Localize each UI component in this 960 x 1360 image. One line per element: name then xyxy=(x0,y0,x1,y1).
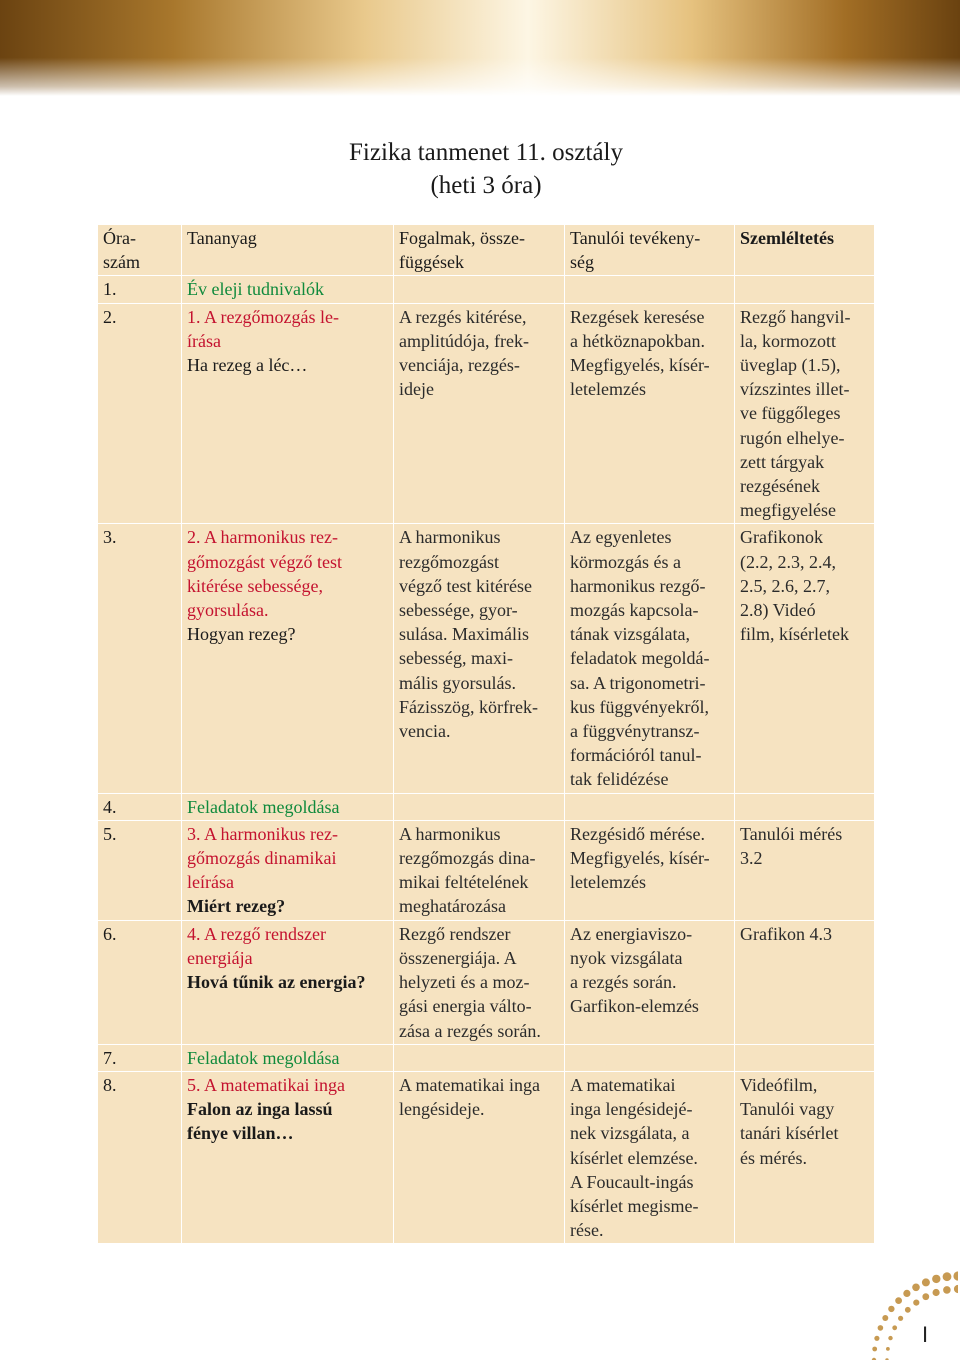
decorative-dot xyxy=(903,1290,910,1297)
demonstration-cell xyxy=(735,793,875,820)
cell-text-line: vízszintes illet- xyxy=(740,379,850,400)
cell-text-line: inga lengésidejé- xyxy=(570,1099,693,1120)
cell-text-line: körmozgás és a xyxy=(570,551,681,572)
decorative-dot xyxy=(953,1271,958,1280)
cell-text-line: tanári kísérlet xyxy=(740,1123,839,1144)
concepts-cell xyxy=(394,1044,565,1071)
decorative-dot xyxy=(922,1278,930,1286)
cell-text-line: Feladatok megoldása xyxy=(187,1047,340,1068)
lesson-number-cell xyxy=(98,1044,182,1071)
cell-text-line: Rezgések keresése xyxy=(570,306,705,327)
cell-text-line: mikai feltételének xyxy=(399,872,529,893)
cell-text-line: Feladatok megoldása xyxy=(187,796,340,817)
cell-text-line: Hová tűnik az energia? xyxy=(187,972,366,993)
demonstration-cell xyxy=(735,920,875,1044)
table-row xyxy=(98,820,875,920)
topic-cell xyxy=(182,920,394,1044)
lesson-number: 2. xyxy=(103,306,117,327)
cell-text-line: kísérlet megisme- xyxy=(570,1195,699,1216)
decorative-dot xyxy=(943,1272,952,1281)
cell-text-line: 5. A matematikai inga xyxy=(187,1074,345,1095)
cell-text-line: sebesség, maxi- xyxy=(399,648,513,669)
cell-text-line: a függvénytransz- xyxy=(570,721,700,742)
cell-text-line: 2. A harmonikus rez- xyxy=(187,527,338,548)
lesson-number: 4. xyxy=(103,796,117,817)
cell-text-line: harmonikus rezgő- xyxy=(570,575,706,596)
topic-cell xyxy=(182,1044,394,1071)
decorative-dot xyxy=(895,1297,902,1304)
cell-text-line: 3. A harmonikus rez- xyxy=(187,823,338,844)
table-row xyxy=(98,1071,875,1243)
demonstration-cell xyxy=(735,820,875,920)
demonstration-cell xyxy=(735,1044,875,1071)
lesson-number-cell xyxy=(98,1071,182,1243)
activity-cell xyxy=(565,303,735,524)
header-concepts: Fogalmak, össze- függések xyxy=(394,225,565,276)
cell-text-line: Fázisszög, körfrek- xyxy=(399,696,538,717)
table-row xyxy=(98,1044,875,1071)
cell-text-line: film, kísérletek xyxy=(740,624,849,645)
decorative-dot xyxy=(892,1325,897,1330)
cell-text-line: 1. A rezgőmozgás le- xyxy=(187,306,339,327)
decorative-dot xyxy=(954,1285,958,1293)
cell-text-line: A harmonikus xyxy=(399,527,501,548)
cell-text-line: kísérlet elemzése. xyxy=(570,1147,698,1168)
cell-text-line: és mérés. xyxy=(740,1147,807,1168)
title-line-1: Fizika tanmenet 11. osztály xyxy=(349,139,623,166)
demonstration-cell xyxy=(735,303,875,524)
cell-text-line: Miért rezeg? xyxy=(187,896,286,917)
activity-cell xyxy=(565,820,735,920)
cell-text-line: A rezgés kitérése, xyxy=(399,306,527,327)
cell-text-line: 2.5, 2.6, 2.7, xyxy=(740,575,830,596)
decorative-dot xyxy=(933,1289,940,1296)
cell-text-line: letelemzés xyxy=(570,379,646,400)
table-header-row xyxy=(98,225,875,276)
concepts-cell xyxy=(394,820,565,920)
cell-text-line: A matematikai xyxy=(570,1074,676,1095)
topic-cell xyxy=(182,303,394,524)
cell-text-line: helyzeti és a moz- xyxy=(399,972,530,993)
cell-text-line: A matematikai inga xyxy=(399,1074,540,1095)
cell-text-line: formációról tanul- xyxy=(570,745,702,766)
cell-text-line: Tanulói vagy xyxy=(740,1099,835,1120)
table-row xyxy=(98,793,875,820)
activity-cell xyxy=(565,524,735,793)
topic-cell xyxy=(182,524,394,793)
cell-text-line: Megfigyelés, kísér- xyxy=(570,848,710,869)
cell-text-line: összenergiája. A xyxy=(399,947,517,968)
cell-text-line: amplitúdója, frek- xyxy=(399,330,529,351)
cell-text-line: nek vizsgálata, a xyxy=(570,1123,690,1144)
cell-text-line: gőmozgást végző test xyxy=(187,551,342,572)
cell-text-line: írása xyxy=(187,330,221,351)
demonstration-cell xyxy=(735,276,875,303)
demonstration-cell xyxy=(735,524,875,793)
lesson-number-cell xyxy=(98,920,182,1044)
decorative-dot xyxy=(888,1336,892,1340)
table-row xyxy=(98,524,875,793)
cell-text-line: sulása. Maximális xyxy=(399,624,529,645)
lesson-number-cell xyxy=(98,793,182,820)
decorative-dot xyxy=(932,1275,940,1283)
lesson-number: 7. xyxy=(103,1047,117,1068)
cell-text-line: Rezgő hangvil- xyxy=(740,306,851,327)
cell-text-line: meghatározása xyxy=(399,896,506,917)
cell-text-line: Megfigyelés, kísér- xyxy=(570,355,710,376)
lesson-number: 5. xyxy=(103,823,117,844)
cell-text-line: végző test kitérése xyxy=(399,575,532,596)
cell-text-line: a hétköznapokban. xyxy=(570,330,705,351)
cell-text-line: Rezgésidő mérése. xyxy=(570,823,705,844)
lesson-number-cell xyxy=(98,524,182,793)
decorative-dot xyxy=(943,1286,951,1294)
header-lesson-number: Óra- szám xyxy=(98,225,182,276)
activity-cell xyxy=(565,1044,735,1071)
decorative-dot xyxy=(882,1315,888,1321)
decorative-dot xyxy=(888,1306,894,1312)
cell-text-line: lengésideje. xyxy=(399,1099,485,1120)
cell-text-line: ideje xyxy=(399,379,434,400)
cell-text-line: megfigyelése xyxy=(740,500,836,521)
decorative-dot xyxy=(912,1284,920,1292)
curriculum-table xyxy=(97,224,875,1244)
cell-text-line: kus függvényekről, xyxy=(570,696,709,717)
cell-text-line: Az egyenletes xyxy=(570,527,672,548)
decorative-dot xyxy=(874,1336,879,1341)
decorative-dot xyxy=(905,1307,911,1313)
demonstration-cell xyxy=(735,1071,875,1243)
activity-cell xyxy=(565,1071,735,1243)
table-row xyxy=(98,276,875,303)
cell-text-line: Az energiaviszo- xyxy=(570,923,693,944)
cell-text-line: üveglap (1.5), xyxy=(740,355,841,376)
decorative-dot xyxy=(913,1300,919,1306)
table-row xyxy=(98,920,875,1044)
cell-text-line: vencia. xyxy=(399,721,451,742)
lesson-number: 3. xyxy=(103,527,117,548)
topic-cell xyxy=(182,1071,394,1243)
cell-text-line: Grafikon 4.3 xyxy=(740,923,832,944)
cell-text-line: 4. A rezgő rendszer xyxy=(187,923,326,944)
activity-cell xyxy=(565,920,735,1044)
topic-cell xyxy=(182,793,394,820)
cell-text-line: sa. A trigonometri- xyxy=(570,672,706,693)
page-title xyxy=(0,136,960,202)
concepts-cell xyxy=(394,793,565,820)
cell-text-line: rése. xyxy=(570,1220,604,1241)
cell-text-line: gyorsulása. xyxy=(187,600,269,621)
concepts-cell xyxy=(394,303,565,524)
cell-text-line: nyok vizsgálata xyxy=(570,947,683,968)
cell-text-line: zett tárgyak xyxy=(740,451,825,472)
concepts-cell xyxy=(394,920,565,1044)
decorative-dot xyxy=(872,1347,877,1352)
cell-text-line: 2.8) Videó xyxy=(740,600,816,621)
cell-text-line: Rezgő rendszer xyxy=(399,923,511,944)
cell-text-line: rugón elhelye- xyxy=(740,427,845,448)
cell-text-line: fénye villan… xyxy=(187,1123,294,1144)
decorative-dot xyxy=(886,1347,890,1351)
lesson-number-cell xyxy=(98,303,182,524)
lesson-number-cell xyxy=(98,276,182,303)
concepts-cell xyxy=(394,1071,565,1243)
lesson-number: 8. xyxy=(103,1074,117,1095)
cell-text-line: Hogyan rezeg? xyxy=(187,624,296,645)
lesson-number: 1. xyxy=(103,279,117,300)
cell-text-line: Grafikonok xyxy=(740,527,823,548)
cell-text-line: zása a rezgés során. xyxy=(399,1020,541,1041)
decorative-dots-arc xyxy=(858,1262,958,1360)
header-student-activity: Tanulói tevékeny- ség xyxy=(565,225,735,276)
topic-cell xyxy=(182,276,394,303)
cell-text-line: la, kormozott xyxy=(740,330,836,351)
cell-text-line: Ha rezeg a léc… xyxy=(187,355,308,376)
cell-text-line: mozgás kapcsola- xyxy=(570,600,699,621)
cell-text-line: energiája xyxy=(187,947,253,968)
lesson-number: 6. xyxy=(103,923,117,944)
cell-text-line: feladatok megoldá- xyxy=(570,648,710,669)
cell-text-line: 3.2 xyxy=(740,848,763,869)
decorative-dot xyxy=(922,1293,929,1300)
lesson-number-cell xyxy=(98,820,182,920)
cell-text-line: venciája, rezgés- xyxy=(399,355,520,376)
activity-cell xyxy=(565,276,735,303)
topic-cell xyxy=(182,820,394,920)
page-number: I xyxy=(922,1322,929,1347)
cell-text-line: Garfikon-elemzés xyxy=(570,996,699,1017)
concepts-cell xyxy=(394,276,565,303)
cell-text-line: (2.2, 2.3, 2.4, xyxy=(740,551,836,572)
table-row xyxy=(98,303,875,524)
header-topic: Tananyag xyxy=(182,225,394,276)
cell-text-line: rezgésének xyxy=(740,476,820,497)
cell-text-line: A Foucault-ingás xyxy=(570,1171,694,1192)
cell-text-line: letelemzés xyxy=(570,872,646,893)
decorative-dot xyxy=(898,1316,903,1321)
cell-text-line: leírása xyxy=(187,872,234,893)
cell-text-line: A harmonikus xyxy=(399,823,501,844)
cell-text-line: tának vizsgálata, xyxy=(570,624,690,645)
decorative-top-band xyxy=(0,0,960,96)
cell-text-line: gási energia válto- xyxy=(399,996,532,1017)
cell-text-line: gőmozgás dinamikai xyxy=(187,848,337,869)
activity-cell xyxy=(565,793,735,820)
header-demonstration: Szemléltetés xyxy=(735,225,875,276)
cell-text-line: Videófilm, xyxy=(740,1074,818,1095)
decorative-dot xyxy=(878,1325,884,1331)
cell-text-line: ve függőleges xyxy=(740,403,841,424)
concepts-cell xyxy=(394,524,565,793)
cell-text-line: sebessége, gyor- xyxy=(399,600,518,621)
cell-text-line: kitérése sebessége, xyxy=(187,575,323,596)
cell-text-line: tak felidézése xyxy=(570,769,669,790)
cell-text-line: Tanulói mérés xyxy=(740,823,843,844)
cell-text-line: a rezgés során. xyxy=(570,972,677,993)
cell-text-line: Év eleji tudnivalók xyxy=(187,279,324,300)
cell-text-line: rezgőmozgás dina- xyxy=(399,848,536,869)
cell-text-line: rezgőmozgást xyxy=(399,551,499,572)
cell-text-line: Falon az inga lassú xyxy=(187,1099,333,1120)
cell-text-line: mális gyorsulás. xyxy=(399,672,516,693)
title-line-2: (heti 3 óra) xyxy=(430,172,542,199)
